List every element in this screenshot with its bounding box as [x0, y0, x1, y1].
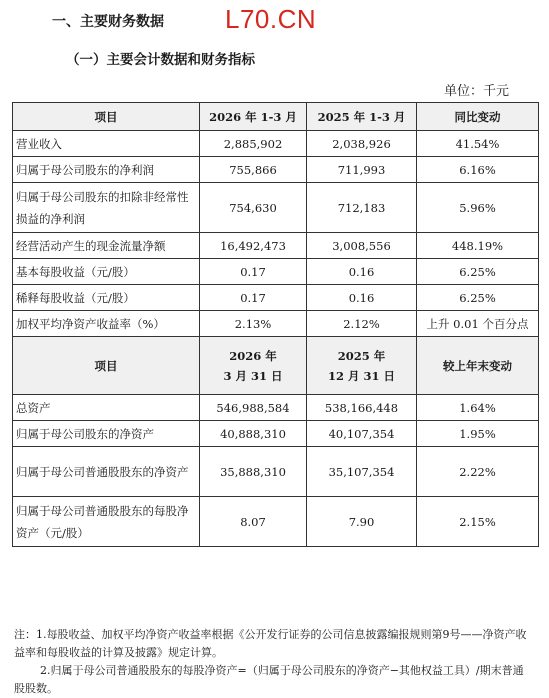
cell-value: 754,630	[200, 183, 307, 233]
cell-value: 16,492,473	[200, 233, 307, 259]
cell-value: 448.19%	[417, 233, 539, 259]
cell-value: 40,107,354	[307, 421, 417, 447]
column-header: 项目	[13, 337, 200, 395]
unit-label: 单位：千元	[443, 84, 509, 99]
cell-value: 0.17	[200, 285, 307, 311]
cell-value: 40,888,310	[200, 421, 307, 447]
cell-value: 35,888,310	[200, 447, 307, 497]
cell-value: 0.16	[307, 259, 417, 285]
row-label: 归属于母公司股东的扣除非经常性损益的净利润	[13, 183, 200, 233]
column-header: 2026 年 3 月 31 日	[200, 337, 307, 395]
table-header-row	[13, 337, 539, 395]
footnotes	[14, 626, 534, 698]
cell-value: 上升 0.01 个百分点	[417, 311, 539, 337]
row-label: 营业收入	[13, 131, 200, 157]
column-header: 2026 年 1-3 月	[200, 103, 307, 131]
row-label: 基本每股收益（元/股）	[13, 259, 200, 285]
cell-value: 0.17	[200, 259, 307, 285]
row-label: 归属于母公司普通股股东的每股净资产（元/股）	[13, 497, 200, 547]
cell-value: 6.25%	[417, 259, 539, 285]
cell-value: 538,166,448	[307, 395, 417, 421]
table-row	[13, 285, 539, 311]
row-label: 加权平均净资产收益率（%）	[13, 311, 200, 337]
table-row	[13, 233, 539, 259]
table-row	[13, 311, 539, 337]
subsection-heading: （一）主要会计数据和财务指标	[66, 52, 255, 68]
row-label: 总资产	[13, 395, 200, 421]
cell-value: 3,008,556	[307, 233, 417, 259]
column-header: 较上年末变动	[417, 337, 539, 395]
table-row	[13, 259, 539, 285]
cell-value: 712,183	[307, 183, 417, 233]
column-header: 2025 年 12 月 31 日	[307, 337, 417, 395]
cell-value: 1.64%	[417, 395, 539, 421]
cell-value: 2.15%	[417, 497, 539, 547]
table-row	[13, 183, 539, 233]
table-row	[13, 131, 539, 157]
table-row	[13, 497, 539, 547]
row-label: 稀释每股收益（元/股）	[13, 285, 200, 311]
cell-value: 2.13%	[200, 311, 307, 337]
cell-value: 6.16%	[417, 157, 539, 183]
cell-value: 2,885,902	[200, 131, 307, 157]
section-heading: 一、主要财务数据	[52, 14, 164, 30]
cell-value: 1.95%	[417, 421, 539, 447]
table-header-row	[13, 103, 539, 131]
cell-value: 41.54%	[417, 131, 539, 157]
column-header: 2025 年 1-3 月	[307, 103, 417, 131]
cell-value: 546,988,584	[200, 395, 307, 421]
financial-table	[12, 102, 539, 547]
cell-value: 2.12%	[307, 311, 417, 337]
footnote-2: 2.归属于母公司普通股股东的每股净资产=（归属于母公司股东的净资产−其他权益工具）/期末普通股股数。	[14, 664, 524, 695]
cell-value: 35,107,354	[307, 447, 417, 497]
cell-value: 711,993	[307, 157, 417, 183]
cell-value: 755,866	[200, 157, 307, 183]
row-label: 经营活动产生的现金流量净额	[13, 233, 200, 259]
cell-value: 2,038,926	[307, 131, 417, 157]
cell-value: 8.07	[200, 497, 307, 547]
footnote-1: 注：1.每股收益、加权平均净资产收益率根据《公开发行证券的公司信息披露编报规则第9号——净资产收益率和每股收益的计算及披露》规定计算。	[14, 628, 527, 659]
watermark-logo[interactable]: L70.CN	[225, 4, 317, 34]
table-row	[13, 395, 539, 421]
cell-value: 0.16	[307, 285, 417, 311]
cell-value: 2.22%	[417, 447, 539, 497]
cell-value: 7.90	[307, 497, 417, 547]
row-label: 归属于母公司股东的净利润	[13, 157, 200, 183]
cell-value: 6.25%	[417, 285, 539, 311]
table-row	[13, 157, 539, 183]
cell-value: 5.96%	[417, 183, 539, 233]
table-row	[13, 447, 539, 497]
table-row	[13, 421, 539, 447]
column-header: 同比变动	[417, 103, 539, 131]
column-header: 项目	[13, 103, 200, 131]
row-label: 归属于母公司普通股股东的净资产	[13, 447, 200, 497]
row-label: 归属于母公司股东的净资产	[13, 421, 200, 447]
